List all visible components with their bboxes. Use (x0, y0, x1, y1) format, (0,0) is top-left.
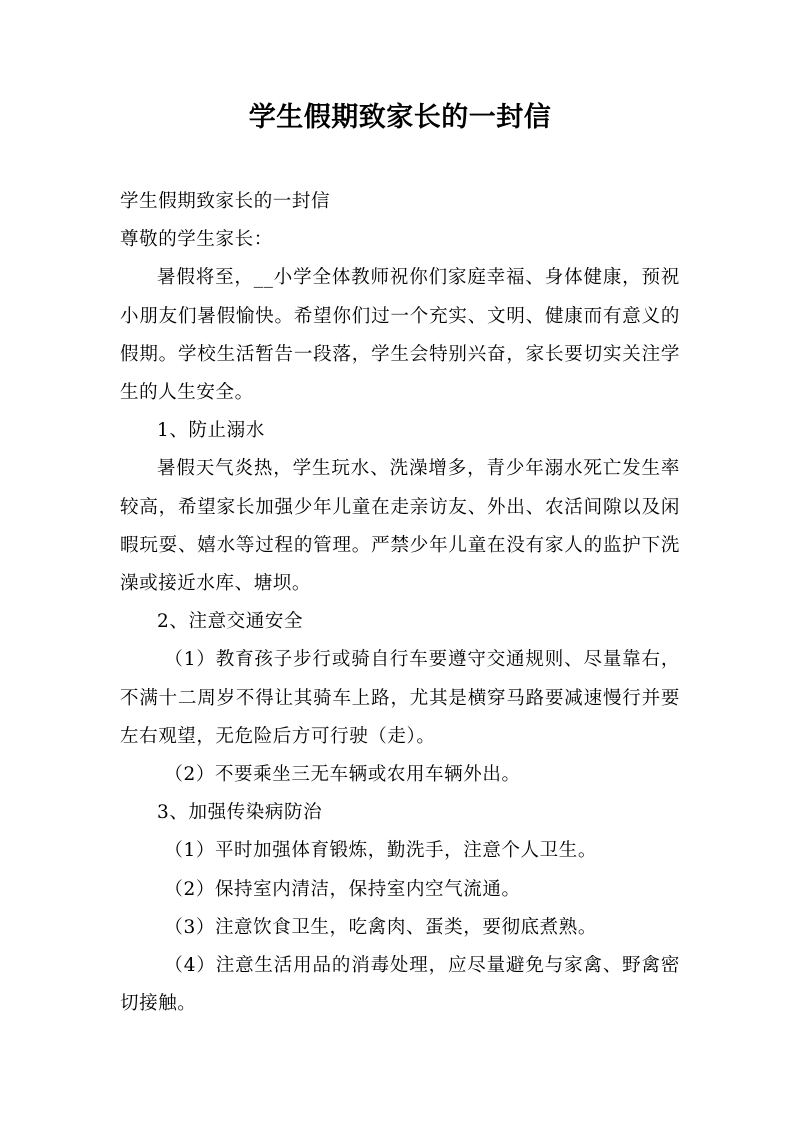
document-title: 学生假期致家长的一封信 (248, 102, 552, 133)
disease-item-1: （1）平时加强体育锻炼，勤洗手，注意个人卫生。 (164, 840, 597, 862)
salutation: 尊敬的学生家长： (120, 229, 273, 251)
section-heading-drowning: 1、防止溺水 (157, 420, 265, 442)
section-heading-traffic: 2、注意交通安全 (157, 611, 304, 633)
traffic-item-2: （2）不要乘坐三无车辆或农用车辆外出。 (164, 764, 521, 786)
traffic-item-1: （1）教育孩子步行或骑自行车要遵守交通规则、尽量靠右，不满十二周岁不得让其骑车上路，尤其是横穿马路要减速慢行并要左右观望，无危险后方可行驶（走）。 (120, 649, 680, 747)
intro-paragraph: 暑假将至，__小学全体教师祝你们家庭幸福、身体健康，预祝小朋友们暑假愉快。希望你们过一个充实、文明、健康而有意义的假期。学校生活暂告一段落，学生会特别兴奋，家长要切实关注学生的人生安全。 (120, 267, 680, 404)
body-heading: 学生假期致家长的一封信 (120, 191, 331, 212)
disease-item-3: （3）注意饮食卫生，吃禽肉、蛋类，要彻底煮熟。 (164, 916, 597, 938)
document-body (120, 183, 680, 1023)
section-heading-disease: 3、加强传染病防治 (157, 802, 323, 824)
disease-item-4: （4）注意生活用品的消毒处理，应尽量避免与家禽、野禽密切接触。 (120, 955, 680, 1015)
disease-item-2: （2）保持室内清洁，保持室内空气流通。 (164, 878, 521, 900)
drowning-paragraph: 暑假天气炎热，学生玩水、洗澡增多，青少年溺水死亡发生率较高，希望家长加强少年儿童在走亲访友、外出、农活间隙以及闲暇玩耍、嬉水等过程的管理。严禁少年儿童在没有家人的监护下洗澡或接近水库、塘坝。 (120, 458, 680, 595)
